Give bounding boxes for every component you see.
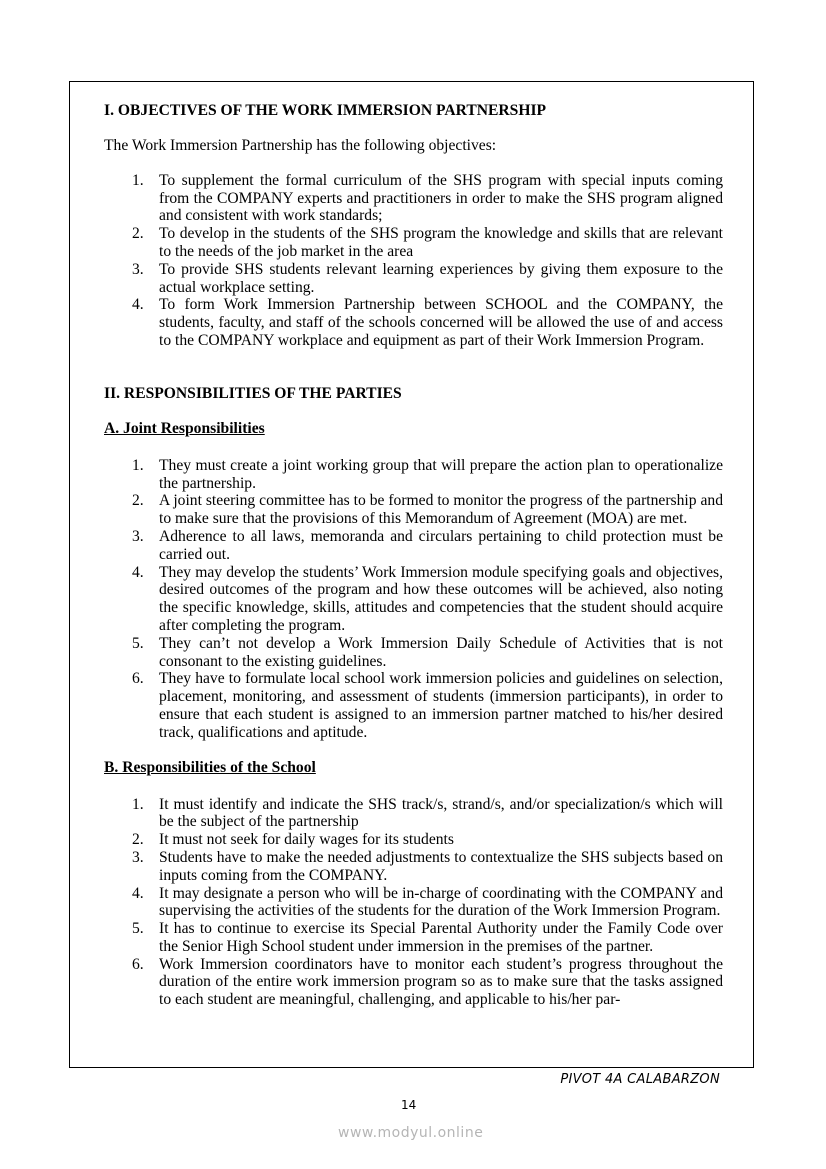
joint-responsibilities-list — [104, 457, 723, 742]
footer-brand: PIVOT 4A CALABARZON — [560, 1072, 720, 1087]
objectives-intro: The Work Immersion Partnership has the following objectives: — [104, 137, 497, 154]
list-item: 4. They may develop the students’ Work Immersion module specifying goals and objectives, desired outcomes of the program and how these outcomes will be achieved, also noting the specific knowledge, skills, attitudes and competencies that the student should acquire after completing the program. — [132, 563, 723, 634]
objectives-list — [104, 172, 723, 350]
school-responsibilities-list — [104, 796, 723, 1010]
subheading-joint-responsibilities: A. Joint Responsibilities — [104, 419, 265, 437]
list-item: 6. They have to formulate local school work immersion policies and guidelines on selection, placement, monitoring, and assessment of students (immersion participants), in order to ensure that each student is assigned to an immersion partner matched to his/her desired track, qualifications and aptitude. — [132, 670, 723, 741]
list-item: 1. To supplement the formal curriculum of the SHS program with special inputs coming from the COMPANY experts and practitioners in order to make the SHS program aligned and consistent with work standards; — [132, 171, 723, 225]
list-item: 2. A joint steering committee has to be formed to monitor the progress of the partnership and to make sure that the provisions of this Memorandum of Agreement (MOA) are met. — [132, 492, 723, 528]
list-item: 6. Work Immersion coordinators have to monitor each student’s progress throughout the duration of the entire work immersion program so as to make sure that the tasks assigned to each student are meaningful, challenging, and applicable to his/her par- — [132, 955, 723, 1009]
document-body — [104, 102, 723, 1009]
list-item: 2. To develop in the students of the SHS program the knowledge and skills that are relevant to the needs of the job market in the area — [132, 225, 723, 260]
list-item: 4. To form Work Immersion Partnership between SCHOOL and the COMPANY, the students, faculty, and staff of the schools concerned will be allowed the use of and access to the COMPANY workplace and equipment as part of their Work Immersion Program. — [132, 296, 723, 349]
list-item: 1. It must identify and indicate the SHS track/s, strand/s, and/or specialization/s which will be the subject of the partnership — [132, 795, 723, 831]
list-item: 1. They must create a joint working group that will prepare the action plan to operationalize the partnership. — [132, 456, 723, 492]
section-heading-responsibilities: II. RESPONSIBILITIES OF THE PARTIES — [104, 384, 402, 402]
list-item: 2. It must not seek for daily wages for its students — [132, 831, 454, 849]
list-item: 3. To provide SHS students relevant learning experiences by giving them exposure to the actual workplace setting. — [132, 260, 723, 296]
list-item: 5. It has to continue to exercise its Special Parental Authority under the Family Code over the Senior High School student under immersion in the premises of the partner. — [132, 920, 723, 955]
subheading-school-responsibilities: B. Responsibilities of the School — [104, 758, 316, 776]
list-item: 3. Adherence to all laws, memoranda and circulars pertaining to child protection must be carried out. — [132, 527, 723, 563]
list-item: 4. It may designate a person who will be in-charge of coordinating with the COMPANY and supervising the activities of the students for the duration of the Work Immersion Program. — [132, 884, 723, 920]
list-item: 3. Students have to make the needed adjustments to contextualize the SHS subjects based on inputs coming from the COMPANY. — [132, 848, 723, 884]
watermark-link: www.modyul.online — [338, 1125, 484, 1141]
list-item: 5. They can’t not develop a Work Immersion Daily Schedule of Activities that is not consonant to the existing guidelines. — [132, 634, 723, 670]
section-heading-objectives: I. OBJECTIVES OF THE WORK IMMERSION PARTNERSHIP — [104, 102, 547, 119]
page-number: 14 — [401, 1098, 417, 1112]
